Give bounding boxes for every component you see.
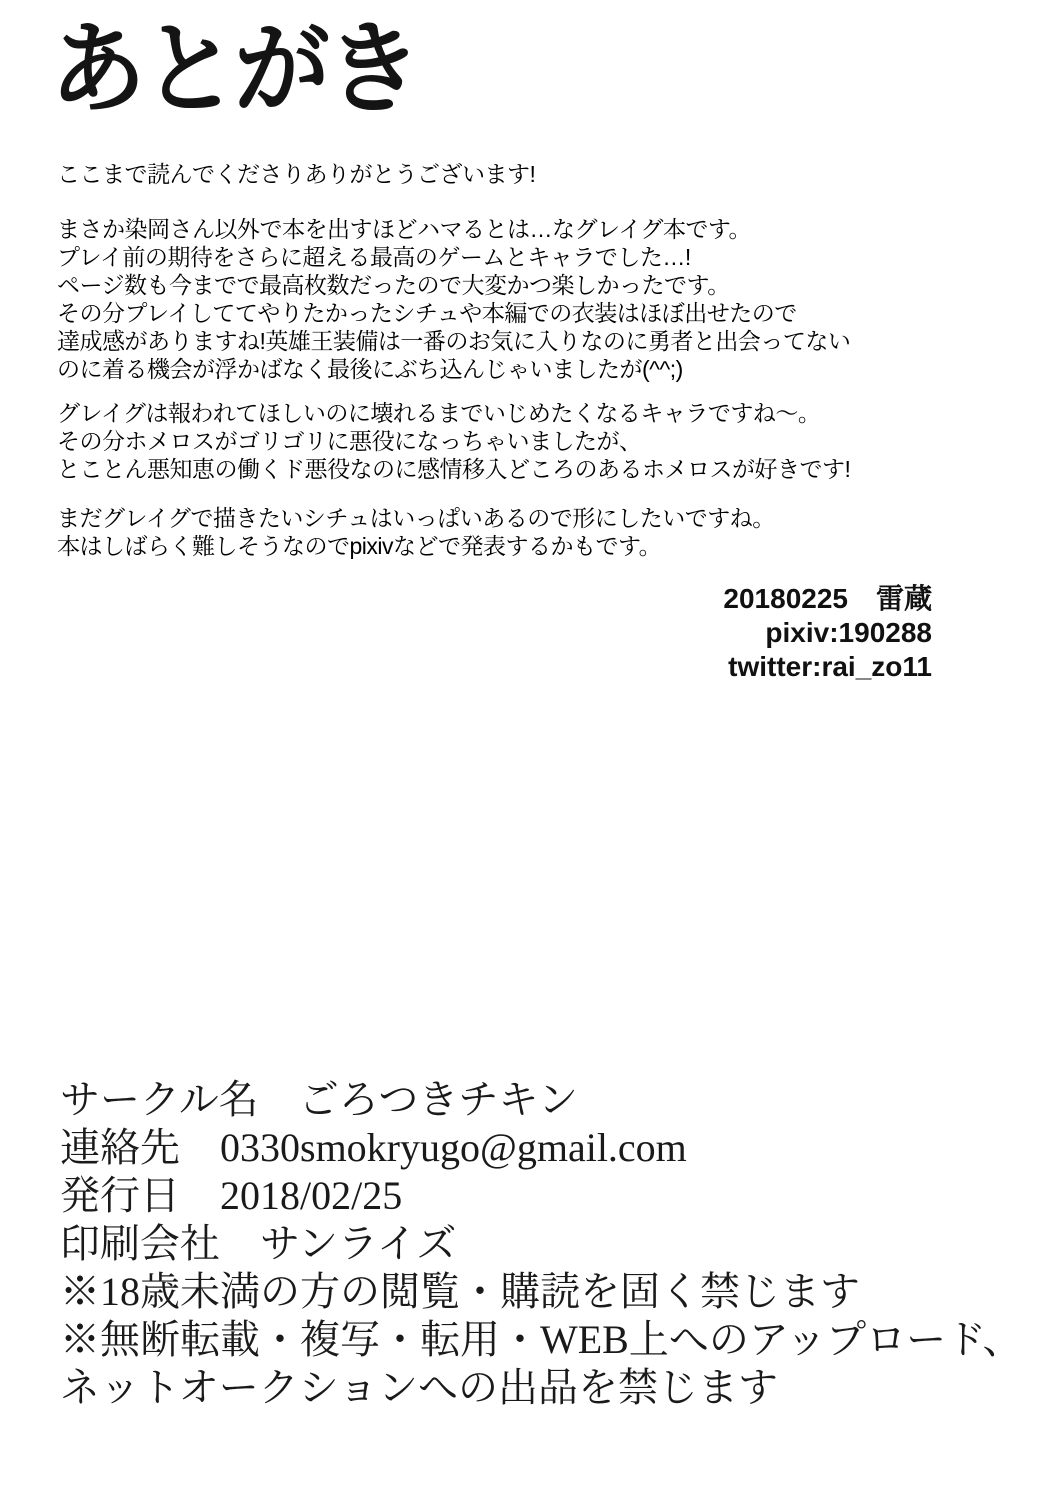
signature-pixiv-id: pixiv:190288 — [765, 617, 932, 648]
body-line: その分ホメロスがゴリゴリに悪役になっちゃいましたが、 — [57, 428, 642, 454]
colophon-circle-name: サークル名 ごろつきチキン — [60, 1077, 578, 1122]
body-line: まさか染岡さん以外で本を出すほどハマるとは…なグレイグ本です。 — [57, 216, 752, 242]
colophon-age-warning: ※18歳未満の方の閲覧・購読を固く禁じます — [60, 1269, 860, 1314]
paragraph-future-plans — [57, 504, 775, 560]
colophon-reproduction-warning: ※無断転載・複写・転用・WEB上へのアップロード、 — [60, 1317, 1023, 1362]
page-title: あとがき — [50, 13, 418, 126]
body-line: まだグレイグで描きたいシチュはいっぱいあるので形にしたいですね。 — [57, 505, 775, 531]
colophon-printing-company: 印刷会社 サンライズ — [60, 1221, 457, 1266]
body-line: プレイ前の期待をさらに超える最高のゲームとキャラでした…! — [57, 244, 691, 270]
body-line: のに着る機会が浮かばなく最後にぶち込んじゃいましたが(^^;) — [57, 356, 683, 382]
colophon-auction-warning: ネットオークションへの出品を禁じます — [60, 1365, 778, 1410]
paragraph-game-impressions — [57, 215, 850, 383]
greeting-line: ここまで読んでくださりありがとうございます! — [57, 161, 536, 187]
signature-block — [723, 582, 932, 684]
colophon-contact-email: 連絡先 0330smokryugo@gmail.com — [60, 1125, 687, 1170]
body-line: グレイグは報われてほしいのに壊れるまでいじめたくなるキャラですね〜。 — [57, 400, 821, 426]
body-line: その分プレイしててやりたかったシチュや本編での衣装はほぼ出せたので — [57, 300, 797, 326]
body-line: とことん悪知恵の働くド悪役なのに感情移入どころのあるホメロスが好きです! — [57, 456, 851, 482]
signature-twitter-handle: twitter:rai_zo11 — [728, 651, 932, 682]
colophon-publish-date: 発行日 2018/02/25 — [60, 1173, 403, 1218]
body-line: ページ数も今までで最高枚数だったので大変かつ楽しかったです。 — [57, 272, 730, 298]
body-line: 本はしばらく難しそうなのでpixivなどで発表するかもです。 — [57, 533, 662, 559]
paragraph-character-thoughts — [57, 399, 850, 483]
signature-date-author: 20180225 雷蔵 — [723, 583, 932, 614]
body-line: 達成感がありますね!英雄王装備は一番のお気に入りなのに勇者と出会ってない — [57, 328, 851, 354]
colophon-block — [60, 1076, 1022, 1412]
